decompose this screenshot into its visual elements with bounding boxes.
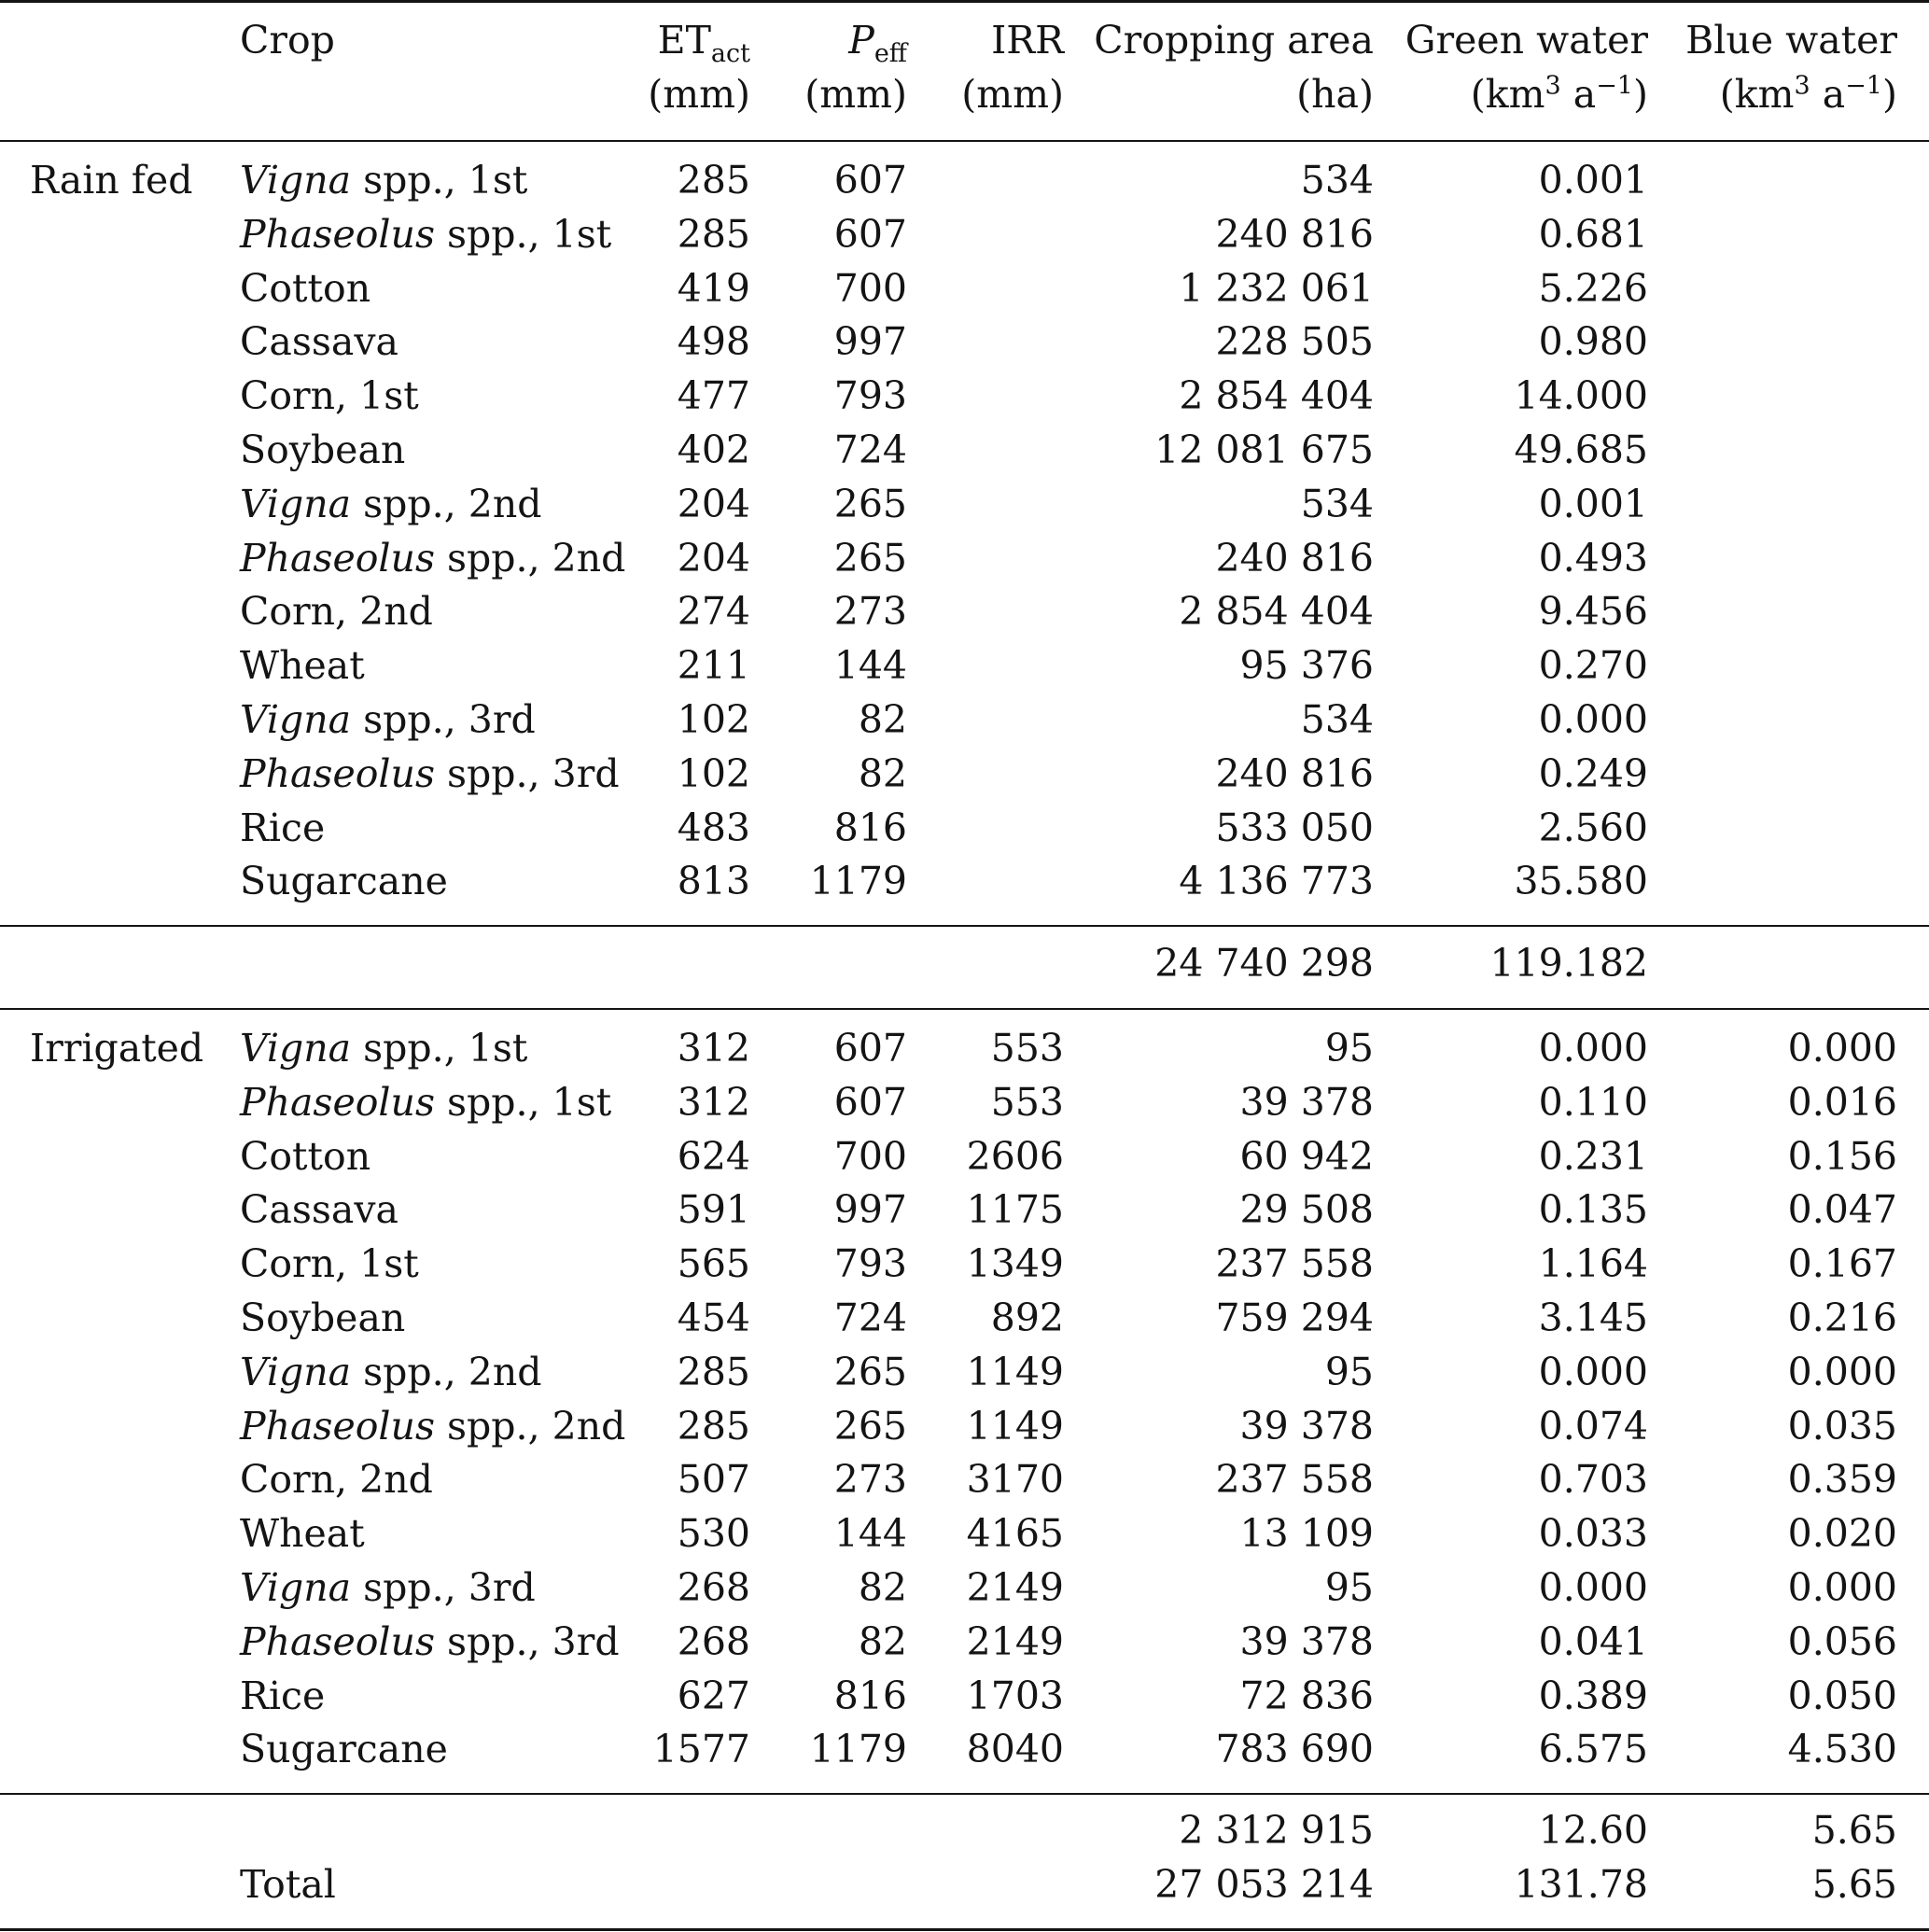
crop-detail: Cotton bbox=[240, 265, 371, 311]
area-value: 39 378 bbox=[1239, 1403, 1374, 1449]
crop-name bbox=[240, 1239, 419, 1289]
area-value: 12 081 675 bbox=[1154, 427, 1374, 472]
area-value: 240 816 bbox=[1215, 211, 1374, 257]
area-value: 27 053 214 bbox=[1154, 1862, 1374, 1907]
crop-name bbox=[240, 1671, 325, 1721]
blue-water-value: 0.000 bbox=[1787, 1026, 1897, 1071]
table-row bbox=[0, 371, 1929, 421]
et-value: 268 bbox=[677, 1565, 750, 1610]
crop-detail: Corn, 1st bbox=[240, 373, 419, 419]
crop-name bbox=[240, 1508, 365, 1559]
irr-value: 553 bbox=[990, 1026, 1064, 1071]
table-row bbox=[0, 1023, 1929, 1073]
peff-value: 724 bbox=[833, 1295, 907, 1340]
green-water-value: 0.389 bbox=[1538, 1673, 1648, 1718]
area-value: 533 050 bbox=[1215, 805, 1374, 850]
table-row bbox=[0, 694, 1929, 745]
summary-row bbox=[0, 938, 1929, 988]
blue-water-value: 0.056 bbox=[1787, 1618, 1897, 1664]
table-row bbox=[0, 1131, 1929, 1182]
header-et: $ET_{act}$ (mm) bbox=[648, 18, 750, 117]
crop-detail: spp., 1st bbox=[351, 158, 528, 203]
crop-genus: Phaseolus bbox=[240, 750, 435, 796]
crop-name bbox=[240, 1347, 542, 1397]
crop-detail: Wheat bbox=[240, 643, 365, 689]
crop-name bbox=[240, 1562, 536, 1613]
crop-genus: Phaseolus bbox=[240, 535, 435, 581]
green-water-value: 0.001 bbox=[1538, 158, 1648, 203]
table-row bbox=[0, 749, 1929, 799]
table-row bbox=[0, 586, 1929, 637]
crop-detail: Corn, 1st bbox=[240, 1241, 419, 1287]
peff-value: 724 bbox=[833, 427, 907, 472]
table-row bbox=[0, 640, 1929, 691]
blue-water-value: 0.167 bbox=[1787, 1241, 1897, 1287]
blue-water-value: 0.156 bbox=[1787, 1133, 1897, 1179]
green-water-value: 0.074 bbox=[1538, 1403, 1648, 1449]
crop-genus: Phaseolus bbox=[240, 1618, 435, 1664]
et-value: 204 bbox=[677, 481, 750, 526]
area-value: 534 bbox=[1300, 481, 1374, 526]
area-value: 72 836 bbox=[1239, 1673, 1374, 1718]
et-value: 268 bbox=[677, 1618, 750, 1664]
crop-name bbox=[240, 749, 620, 799]
table-row bbox=[0, 263, 1929, 314]
crop-name bbox=[240, 1293, 405, 1343]
crop-detail: Soybean bbox=[240, 427, 406, 472]
peff-value: 793 bbox=[833, 1241, 907, 1287]
irr-value: 1149 bbox=[966, 1349, 1064, 1394]
crop-detail: spp., 3rd bbox=[351, 697, 536, 742]
blue-water-value: 4.530 bbox=[1787, 1727, 1897, 1772]
peff-value: 82 bbox=[858, 1565, 907, 1610]
table-row bbox=[0, 155, 1929, 205]
et-value: 507 bbox=[677, 1457, 750, 1503]
table-row bbox=[0, 1077, 1929, 1127]
crop-genus: Vigna bbox=[240, 158, 352, 203]
green-water-value: 2.560 bbox=[1538, 805, 1648, 850]
green-water-value: 0.041 bbox=[1538, 1618, 1648, 1664]
peff-value: 265 bbox=[833, 481, 907, 526]
green-water-value: 0.980 bbox=[1538, 319, 1648, 365]
green-water-value: 5.226 bbox=[1538, 265, 1648, 311]
green-water-value: 0.703 bbox=[1538, 1457, 1648, 1503]
irr-value: 892 bbox=[990, 1295, 1064, 1340]
irr-value: 1149 bbox=[966, 1403, 1064, 1449]
table-row bbox=[0, 856, 1929, 906]
summary-row bbox=[0, 1805, 1929, 1855]
peff-value: 144 bbox=[833, 643, 907, 689]
green-water-value: 12.60 bbox=[1538, 1808, 1648, 1853]
blue-water-value: 0.047 bbox=[1787, 1187, 1897, 1233]
crop-genus: Vigna bbox=[240, 1026, 352, 1071]
crop-name bbox=[240, 1184, 398, 1235]
et-value: 285 bbox=[677, 158, 750, 203]
table-row bbox=[0, 1724, 1929, 1774]
header-peff: $P_{eff}$ (mm) bbox=[804, 18, 907, 117]
peff-value: 144 bbox=[833, 1511, 907, 1557]
et-value: 1577 bbox=[652, 1727, 750, 1772]
table-row bbox=[0, 1347, 1929, 1397]
peff-value: 700 bbox=[833, 265, 907, 311]
et-value: 312 bbox=[677, 1026, 750, 1071]
area-value: 95 bbox=[1324, 1349, 1374, 1394]
blue-water-value: 0.020 bbox=[1787, 1511, 1897, 1557]
crop-name bbox=[240, 316, 398, 367]
et-value: 477 bbox=[677, 373, 750, 419]
area-value: 13 109 bbox=[1239, 1511, 1374, 1557]
irr-value: 3170 bbox=[966, 1457, 1064, 1503]
peff-value: 816 bbox=[833, 1673, 907, 1718]
irr-value: 1175 bbox=[966, 1187, 1064, 1233]
crop-name bbox=[240, 479, 542, 529]
blue-water-value: 0.359 bbox=[1787, 1457, 1897, 1503]
table-row bbox=[0, 1617, 1929, 1667]
summary-row bbox=[0, 1859, 1929, 1910]
crop-name bbox=[240, 533, 625, 583]
blue-water-value: 0.016 bbox=[1787, 1079, 1897, 1125]
crop-detail: spp., 3rd bbox=[434, 1618, 620, 1664]
et-value: 312 bbox=[677, 1079, 750, 1125]
blue-water-value: 0.000 bbox=[1787, 1349, 1897, 1394]
et-value: 813 bbox=[677, 859, 750, 904]
top-rule bbox=[0, 0, 1929, 3]
area-value: 240 816 bbox=[1215, 535, 1374, 581]
et-value: 530 bbox=[677, 1511, 750, 1557]
area-value: 534 bbox=[1300, 158, 1374, 203]
crop-detail: Cassava bbox=[240, 1187, 398, 1233]
area-value: 2 312 915 bbox=[1179, 1808, 1374, 1853]
table-row bbox=[0, 316, 1929, 367]
crop-name bbox=[240, 803, 325, 853]
table-row bbox=[0, 1671, 1929, 1721]
crop-name bbox=[240, 209, 611, 259]
green-water-value: 0.493 bbox=[1538, 535, 1648, 581]
peff-value: 265 bbox=[833, 1349, 907, 1394]
irr-value: 2149 bbox=[966, 1565, 1064, 1610]
area-value: 240 816 bbox=[1215, 750, 1374, 796]
green-water-value: 3.145 bbox=[1538, 1295, 1648, 1340]
crop-detail: Cassava bbox=[240, 319, 398, 365]
green-water-value: 0.270 bbox=[1538, 643, 1648, 689]
table-row bbox=[0, 1239, 1929, 1289]
table-row bbox=[0, 1562, 1929, 1613]
peff-value: 82 bbox=[858, 750, 907, 796]
crop-genus: Vigna bbox=[240, 1565, 352, 1610]
table-row bbox=[0, 1454, 1929, 1505]
crop-detail: spp., 2nd bbox=[351, 1349, 542, 1394]
table-row bbox=[0, 1293, 1929, 1343]
blue-water-value: 0.050 bbox=[1787, 1673, 1897, 1718]
crop-detail: Sugarcane bbox=[240, 859, 448, 904]
blue-water-value: 0.216 bbox=[1787, 1295, 1897, 1340]
green-water-value: 119.182 bbox=[1489, 941, 1648, 986]
crop-detail: spp., 2nd bbox=[434, 535, 626, 581]
et-value: 454 bbox=[677, 1295, 750, 1340]
crop-detail: spp., 2nd bbox=[434, 1403, 626, 1449]
area-value: 237 558 bbox=[1215, 1241, 1374, 1287]
crop-name bbox=[240, 1131, 370, 1182]
irr-value: 2149 bbox=[966, 1618, 1064, 1664]
area-value: 60 942 bbox=[1239, 1133, 1374, 1179]
green-water-value: 0.000 bbox=[1538, 1565, 1648, 1610]
green-water-value: 14.000 bbox=[1514, 373, 1648, 419]
area-value: 237 558 bbox=[1215, 1457, 1374, 1503]
irr-value: 2606 bbox=[966, 1133, 1064, 1179]
peff-value: 793 bbox=[833, 373, 907, 419]
crop-name bbox=[240, 425, 405, 475]
peff-value: 997 bbox=[833, 319, 907, 365]
green-water-value: 0.681 bbox=[1538, 211, 1648, 257]
et-value: 627 bbox=[677, 1673, 750, 1718]
irr-value: 4165 bbox=[966, 1511, 1064, 1557]
table-row bbox=[0, 803, 1929, 853]
et-value: 204 bbox=[677, 535, 750, 581]
et-value: 102 bbox=[677, 697, 750, 742]
peff-value: 265 bbox=[833, 535, 907, 581]
area-value: 534 bbox=[1300, 697, 1374, 742]
green-water-value: 0.249 bbox=[1538, 750, 1648, 796]
green-water-value: 49.685 bbox=[1514, 427, 1648, 472]
peff-value: 607 bbox=[833, 1079, 907, 1125]
table-row bbox=[0, 209, 1929, 259]
area-value: 39 378 bbox=[1239, 1079, 1374, 1125]
green-water-value: 0.135 bbox=[1538, 1187, 1648, 1233]
section-label: Rain fed bbox=[30, 158, 193, 203]
header-crop: Crop bbox=[240, 18, 335, 63]
header-irr: IRR (mm) bbox=[961, 18, 1064, 117]
green-water-value: 0.000 bbox=[1538, 1349, 1648, 1394]
crop-name bbox=[240, 586, 433, 637]
green-water-value: 9.456 bbox=[1538, 589, 1648, 635]
crop-genus: Vigna bbox=[240, 481, 352, 526]
peff-value: 1179 bbox=[809, 859, 907, 904]
crop-genus: Phaseolus bbox=[240, 211, 435, 257]
rainfed-subtotal-rule bbox=[0, 1008, 1929, 1010]
peff-value: 607 bbox=[833, 158, 907, 203]
crop-name bbox=[240, 1724, 448, 1774]
header-area: Cropping area (ha) bbox=[1094, 18, 1374, 117]
et-value: 591 bbox=[677, 1187, 750, 1233]
et-value: 211 bbox=[677, 643, 750, 689]
crop-name bbox=[240, 371, 419, 421]
crop-detail: spp., 1st bbox=[351, 1026, 528, 1071]
crop-detail: spp., 2nd bbox=[351, 481, 542, 526]
green-water-value: 0.033 bbox=[1538, 1511, 1648, 1557]
et-value: 624 bbox=[677, 1133, 750, 1179]
area-value: 759 294 bbox=[1215, 1295, 1374, 1340]
et-value: 498 bbox=[677, 319, 750, 365]
crop-name bbox=[240, 263, 370, 314]
blue-water-value: 5.65 bbox=[1811, 1808, 1897, 1853]
crop-detail: spp., 1st bbox=[434, 211, 612, 257]
peff-value: 1179 bbox=[809, 1727, 907, 1772]
peff-value: 265 bbox=[833, 1403, 907, 1449]
crop-name bbox=[240, 1077, 611, 1127]
header-blue: Blue water ($km^3$ $a^{-1}$) bbox=[1685, 18, 1897, 117]
crop-name bbox=[240, 694, 536, 745]
et-value: 483 bbox=[677, 805, 750, 850]
crop-detail: spp., 1st bbox=[434, 1079, 612, 1125]
crop-detail: Cotton bbox=[240, 1133, 371, 1179]
et-value: 285 bbox=[677, 1349, 750, 1394]
table-row bbox=[0, 533, 1929, 583]
area-value: 228 505 bbox=[1215, 319, 1374, 365]
crop-name bbox=[240, 155, 527, 205]
green-water-value: 0.000 bbox=[1538, 1026, 1648, 1071]
header-green: Green water ($km^3$ $a^{-1}$) bbox=[1405, 18, 1648, 117]
table-header bbox=[0, 13, 1929, 125]
area-value: 2 854 404 bbox=[1179, 373, 1374, 419]
area-value: 95 376 bbox=[1239, 643, 1374, 689]
crop-detail: Corn, 2nd bbox=[240, 1457, 433, 1503]
irr-value: 8040 bbox=[966, 1727, 1064, 1772]
peff-value: 607 bbox=[833, 211, 907, 257]
header-rule bbox=[0, 140, 1929, 142]
area-value: 2 854 404 bbox=[1179, 589, 1374, 635]
table-row bbox=[0, 425, 1929, 475]
et-value: 565 bbox=[677, 1241, 750, 1287]
table-row bbox=[0, 479, 1929, 529]
area-value: 4 136 773 bbox=[1179, 859, 1374, 904]
peff-value: 273 bbox=[833, 589, 907, 635]
crop-name bbox=[240, 856, 448, 906]
area-value: 95 bbox=[1324, 1565, 1374, 1610]
area-value: 29 508 bbox=[1239, 1187, 1374, 1233]
irr-value: 553 bbox=[990, 1079, 1064, 1125]
irrigated-rule bbox=[0, 1793, 1929, 1795]
et-value: 402 bbox=[677, 427, 750, 472]
blue-water-value: 0.035 bbox=[1787, 1403, 1897, 1449]
green-water-value: 35.580 bbox=[1514, 859, 1648, 904]
crop-detail: Rice bbox=[240, 1673, 326, 1718]
table-row bbox=[0, 1184, 1929, 1235]
area-value: 95 bbox=[1324, 1026, 1374, 1071]
crop-detail: spp., 3rd bbox=[351, 1565, 536, 1610]
peff-value: 82 bbox=[858, 1618, 907, 1664]
green-water-value: 0.001 bbox=[1538, 481, 1648, 526]
crop-name bbox=[240, 1617, 620, 1667]
section-label: Irrigated bbox=[30, 1026, 204, 1071]
crop-name bbox=[240, 640, 365, 691]
peff-value: 82 bbox=[858, 697, 907, 742]
crop-detail: Wheat bbox=[240, 1511, 365, 1557]
peff-value: 997 bbox=[833, 1187, 907, 1233]
crop-detail: Sugarcane bbox=[240, 1727, 448, 1772]
crop-genus: Phaseolus bbox=[240, 1403, 435, 1449]
area-value: 24 740 298 bbox=[1154, 941, 1374, 986]
irr-value: 1349 bbox=[966, 1241, 1064, 1287]
area-value: 39 378 bbox=[1239, 1618, 1374, 1664]
rainfed-rule bbox=[0, 925, 1929, 927]
crop-detail: spp., 3rd bbox=[434, 750, 620, 796]
et-value: 274 bbox=[677, 589, 750, 635]
total-label: Total bbox=[240, 1862, 336, 1907]
area-value: 783 690 bbox=[1215, 1727, 1374, 1772]
peff-value: 273 bbox=[833, 1457, 907, 1503]
crop-name bbox=[240, 1023, 527, 1073]
crop-name bbox=[240, 1454, 433, 1505]
peff-value: 700 bbox=[833, 1133, 907, 1179]
crop-genus: Vigna bbox=[240, 1349, 352, 1394]
et-value: 102 bbox=[677, 750, 750, 796]
green-water-value: 6.575 bbox=[1538, 1727, 1648, 1772]
table-row bbox=[0, 1401, 1929, 1451]
crop-detail: Corn, 2nd bbox=[240, 589, 433, 635]
crop-name bbox=[240, 1401, 625, 1451]
green-water-value: 0.231 bbox=[1538, 1133, 1648, 1179]
green-water-value: 1.164 bbox=[1538, 1241, 1648, 1287]
peff-value: 816 bbox=[833, 805, 907, 850]
table-row bbox=[0, 1508, 1929, 1559]
crop-detail: Rice bbox=[240, 805, 326, 850]
et-value: 285 bbox=[677, 211, 750, 257]
crop-detail: Soybean bbox=[240, 1295, 406, 1340]
bottom-rule bbox=[0, 1928, 1929, 1931]
peff-value: 607 bbox=[833, 1026, 907, 1071]
blue-water-value: 0.000 bbox=[1787, 1565, 1897, 1610]
irr-value: 1703 bbox=[966, 1673, 1064, 1718]
et-value: 285 bbox=[677, 1403, 750, 1449]
blue-water-value: 5.65 bbox=[1811, 1862, 1897, 1907]
green-water-value: 0.000 bbox=[1538, 697, 1648, 742]
crop-genus: Vigna bbox=[240, 697, 352, 742]
area-value: 1 232 061 bbox=[1179, 265, 1374, 311]
green-water-value: 131.78 bbox=[1514, 1862, 1648, 1907]
et-value: 419 bbox=[677, 265, 750, 311]
green-water-value: 0.110 bbox=[1538, 1079, 1648, 1125]
crop-genus: Phaseolus bbox=[240, 1079, 435, 1125]
